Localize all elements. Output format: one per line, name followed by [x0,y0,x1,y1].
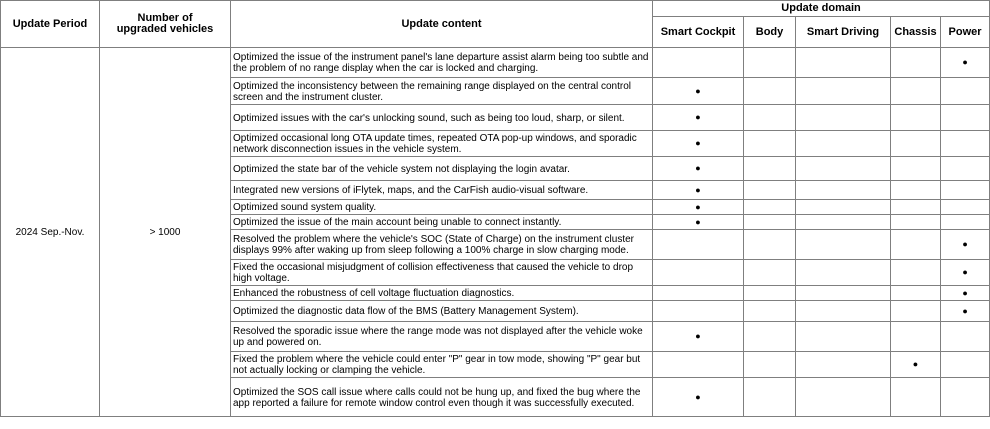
update-content-cell: Optimized the state bar of the vehicle system not displaying the login avatar. [231,157,653,181]
domain-cell-smart-cockpit [653,286,744,301]
domain-cell-smart-cockpit [653,260,744,286]
header-update-domain: Update domain [653,1,990,17]
update-content-cell: Optimized the SOS call issue where calls could not be hung up, and fixed the bug where the app reported a failure for remote window control even though it was successfully executed. [231,378,653,417]
domain-cell-smart-cockpit [653,105,744,131]
domain-cell-chassis [891,378,941,417]
domain-cell-body [744,131,796,157]
domain-cell-chassis [891,131,941,157]
domain-marker-dot: ● [695,85,701,96]
update-content-cell: Optimized the issue of the main account being unable to connect instantly. [231,215,653,230]
domain-cell-chassis [891,78,941,105]
domain-marker-dot: ● [695,163,701,173]
domain-cell-body [744,48,796,78]
domain-cell-power [941,352,990,378]
domain-cell-smart-cockpit [653,301,744,322]
domain-cell-smart-driving [796,48,891,78]
domain-cell-smart-driving [796,301,891,322]
domain-cell-smart-cockpit [653,352,744,378]
domain-cell-smart-driving [796,181,891,200]
domain-cell-smart-driving [796,78,891,105]
update-content-cell: Resolved the problem where the vehicle's SOC (State of Charge) on the instrument cluster displays 99% after waking up from sleep following a 100% charge in slow charging mode. [231,230,653,260]
domain-cell-smart-cockpit [653,131,744,157]
header-vehicles-line1: Number of [137,12,193,24]
domain-cell-body [744,105,796,131]
header-domain-power: Power [941,17,990,48]
domain-cell-smart-cockpit [653,157,744,181]
domain-marker-dot: ● [695,201,701,212]
domain-cell-body [744,157,796,181]
domain-cell-smart-driving [796,200,891,215]
domain-cell-power [941,260,990,286]
domain-cell-chassis [891,352,941,378]
domain-cell-chassis [891,301,941,322]
domain-cell-body [744,286,796,301]
domain-cell-smart-cockpit [653,78,744,105]
header-domain-chassis: Chassis [891,17,941,48]
upgraded-vehicles-cell: > 1000 [100,48,231,417]
domain-marker-dot: ● [962,287,968,298]
domain-cell-smart-cockpit [653,48,744,78]
domain-cell-chassis [891,200,941,215]
domain-cell-smart-cockpit [653,215,744,230]
domain-cell-body [744,181,796,200]
domain-cell-power [941,200,990,215]
domain-cell-smart-cockpit [653,378,744,417]
domain-cell-power [941,48,990,78]
domain-cell-chassis [891,157,941,181]
header-vehicles-line2: upgraded vehicles [116,23,214,35]
update-content-cell: Fixed the problem where the vehicle could enter "P" gear in tow mode, showing "P" gear but not actually locking or clamping the vehicle. [231,352,653,378]
update-content-cell: Integrated new versions of iFlytek, maps, and the CarFish audio-visual software. [231,181,653,200]
domain-cell-smart-cockpit [653,200,744,215]
header-domain-body: Body [744,17,796,48]
update-content-cell: Optimized issues with the car's unlocking sound, such as being too loud, sharp, or silent. [231,105,653,131]
domain-cell-body [744,215,796,230]
domain-cell-smart-driving [796,378,891,417]
domain-cell-smart-driving [796,322,891,352]
domain-cell-smart-driving [796,215,891,230]
domain-cell-chassis [891,322,941,352]
update-content-cell: Optimized occasional long OTA update times, repeated OTA pop-up windows, and sporadic network disconnection issues in the vehicle system. [231,131,653,157]
table-row [1,48,990,78]
domain-cell-power [941,181,990,200]
header-domain-smart-cockpit: Smart Cockpit [653,17,744,48]
domain-cell-smart-driving [796,157,891,181]
domain-cell-smart-cockpit [653,322,744,352]
header-update-content: Update content [231,1,653,48]
update-content-cell: Resolved the sporadic issue where the range mode was not displayed after the vehicle woke up and powered on. [231,322,653,352]
domain-cell-body [744,322,796,352]
domain-cell-power [941,322,990,352]
domain-marker-dot: ● [962,305,968,316]
domain-cell-body [744,378,796,417]
domain-marker-dot: ● [912,359,919,369]
header-upgraded-vehicles [100,1,231,48]
domain-cell-power [941,378,990,417]
domain-marker-dot: ● [695,184,701,195]
domain-cell-body [744,260,796,286]
header-domain-smart-driving: Smart Driving [796,17,891,48]
domain-cell-chassis [891,48,941,78]
update-period-cell: 2024 Sep.-Nov. [1,48,100,417]
domain-cell-body [744,301,796,322]
domain-cell-smart-driving [796,352,891,378]
domain-marker-dot: ● [695,216,701,227]
domain-marker-dot: ● [695,391,701,402]
domain-cell-chassis [891,105,941,131]
update-content-cell: Enhanced the robustness of cell voltage fluctuation diagnostics. [231,286,653,301]
domain-cell-smart-driving [796,131,891,157]
domain-cell-power [941,301,990,322]
domain-cell-power [941,286,990,301]
update-content-cell: Fixed the occasional misjudgment of collision effectiveness that caused the vehicle to drop high voltage. [231,260,653,286]
domain-marker-dot: ● [962,57,968,67]
domain-cell-body [744,230,796,260]
domain-cell-smart-cockpit [653,181,744,200]
domain-cell-smart-driving [796,286,891,301]
domain-cell-chassis [891,286,941,301]
domain-cell-body [744,200,796,215]
domain-cell-chassis [891,181,941,200]
domain-cell-chassis [891,230,941,260]
domain-cell-smart-driving [796,105,891,131]
domain-cell-power [941,157,990,181]
domain-cell-smart-driving [796,260,891,286]
update-content-cell: Optimized the issue of the instrument panel's lane departure assist alarm being too subtle and the problem of no range display when the car is locked and charging. [231,48,653,78]
domain-cell-body [744,352,796,378]
domain-marker-dot: ● [962,267,968,277]
domain-cell-chassis [891,215,941,230]
update-content-cell: Optimized the inconsistency between the remaining range displayed on the central control screen and the instrument cluster. [231,78,653,105]
domain-cell-power [941,78,990,105]
update-content-cell: Optimized the diagnostic data flow of the BMS (Battery Management System). [231,301,653,322]
update-content-cell: Optimized sound system quality. [231,200,653,215]
domain-cell-power [941,215,990,230]
domain-cell-power [941,131,990,157]
domain-cell-power [941,230,990,260]
domain-marker-dot: ● [695,331,701,341]
header-update-period: Update Period [1,1,100,48]
domain-marker-dot: ● [695,138,701,148]
domain-marker-dot: ● [962,239,968,249]
domain-marker-dot: ● [695,112,701,122]
domain-cell-power [941,105,990,131]
domain-cell-smart-cockpit [653,230,744,260]
domain-cell-body [744,78,796,105]
domain-cell-smart-driving [796,230,891,260]
domain-cell-chassis [891,260,941,286]
